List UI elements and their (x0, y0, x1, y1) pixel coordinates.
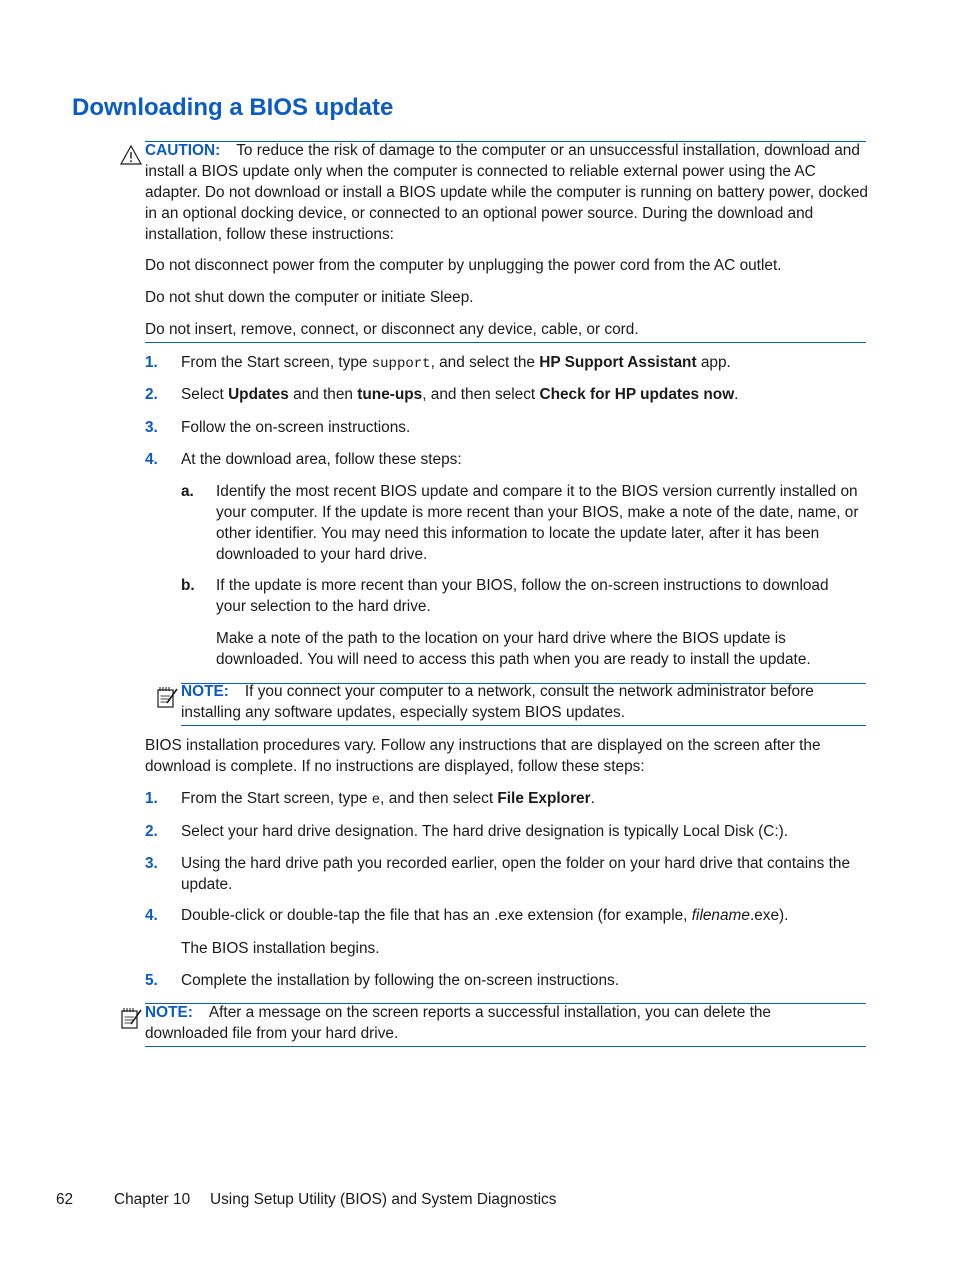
caution-body: To reduce the risk of damage to the computer or an unsuccessful installation, download and install a BIOS update only when the computer is connected to reliable external power using the AC adapter. Do not download or install a BIOS update while the computer is running on battery power, docked in an optional docking device, or connected to an optional power source. During the download and installation, follow these instructions: (145, 142, 868, 243)
step-number: 3. (145, 855, 158, 872)
step-text: From the Start screen, type e, and then select File Explorer. (181, 790, 595, 808)
code-e: e (371, 792, 381, 808)
caution-item: Do not disconnect power from the computer by unplugging the power cord from the AC outlet. (145, 257, 782, 274)
substep-text: If the update is more recent than your BIOS, follow the on-screen instructions to download your selection to the hard drive. (216, 577, 829, 615)
substep-extra: Make a note of the path to the location on your hard drive where the BIOS update is downloaded. You will need to access this path when you are ready to install the update. (216, 630, 811, 668)
ui-term: Updates (228, 386, 289, 403)
note1-text (181, 681, 851, 723)
note1-bottom-rule (181, 725, 866, 726)
step-number: 3. (145, 419, 158, 436)
note2-body: After a message on the screen reports a successful installation, you can delete the downloaded file from your hard drive. (145, 1004, 771, 1042)
substep-letter: b. (181, 577, 195, 594)
ui-term: File Explorer (497, 790, 591, 807)
note1-label: NOTE: (181, 683, 229, 700)
filename-italic: filename (691, 907, 750, 924)
chapter-label: Chapter 10 (114, 1191, 191, 1208)
step-text: Select your hard drive designation. The hard drive designation is typically Local Disk (C:). (181, 823, 789, 840)
substep-letter: a. (181, 483, 194, 500)
step-number: 2. (145, 386, 158, 403)
step-number: 4. (145, 451, 158, 468)
note2-bottom-rule (145, 1046, 866, 1047)
ui-term: Check for HP updates now (539, 386, 735, 403)
step-number: 2. (145, 823, 158, 840)
step-extra: The BIOS installation begins. (181, 940, 380, 957)
note2-text (145, 1002, 805, 1044)
ui-term: HP Support Assistant (539, 354, 697, 371)
step-number: 4. (145, 907, 158, 924)
step-number: 1. (145, 354, 158, 371)
caution-bottom-rule (145, 342, 866, 343)
chapter-title: Using Setup Utility (BIOS) and System Diagnostics (210, 1191, 557, 1208)
ui-term: tune-ups (357, 386, 423, 403)
caution-text (145, 140, 869, 245)
note2-label: NOTE: (145, 1004, 193, 1021)
step-number: 5. (145, 972, 158, 989)
intro-paragraph: BIOS installation procedures vary. Follow any instructions that are displayed on the screen after the download is complete. If no instructions are displayed, follow these steps: (145, 737, 821, 775)
step-text: Using the hard drive path you recorded earlier, open the folder on your hard drive that contains the update. (181, 855, 851, 893)
caution-label: CAUTION: (145, 142, 221, 159)
page-number: 62 (56, 1191, 74, 1208)
step-text: At the download area, follow these steps: (181, 451, 462, 468)
step-text: Complete the installation by following the on-screen instructions. (181, 972, 620, 989)
caution-item: Do not shut down the computer or initiate Sleep. (145, 289, 474, 306)
step-text: From the Start screen, type support, and select the HP Support Assistant app. (181, 354, 731, 372)
caution-item: Do not insert, remove, connect, or disconnect any device, cable, or cord. (145, 321, 639, 338)
step-text: Double-click or double-tap the file that has an .exe extension (for example, filename.exe). (181, 907, 789, 924)
code-support: support (371, 356, 431, 372)
substep-text: Identify the most recent BIOS update and compare it to the BIOS version currently installed on your computer. If the update is more recent than your BIOS, make a note of the date, name, or other identifier. You may need this information to locate the update later, after it has been downloaded to your hard drive. (216, 483, 859, 563)
step-text: Follow the on-screen instructions. (181, 419, 411, 436)
page-title: Downloading a BIOS update (72, 94, 394, 121)
note1-body: If you connect your computer to a network, consult the network administrator before installing any software updates, especially system BIOS updates. (181, 683, 814, 721)
warning-triangle-icon (120, 145, 142, 165)
step-text: Select Updates and then tune-ups, and then select Check for HP updates now. (181, 386, 739, 403)
note-pad-icon (155, 685, 179, 709)
step-number: 1. (145, 790, 158, 807)
note-pad-icon (119, 1006, 143, 1030)
